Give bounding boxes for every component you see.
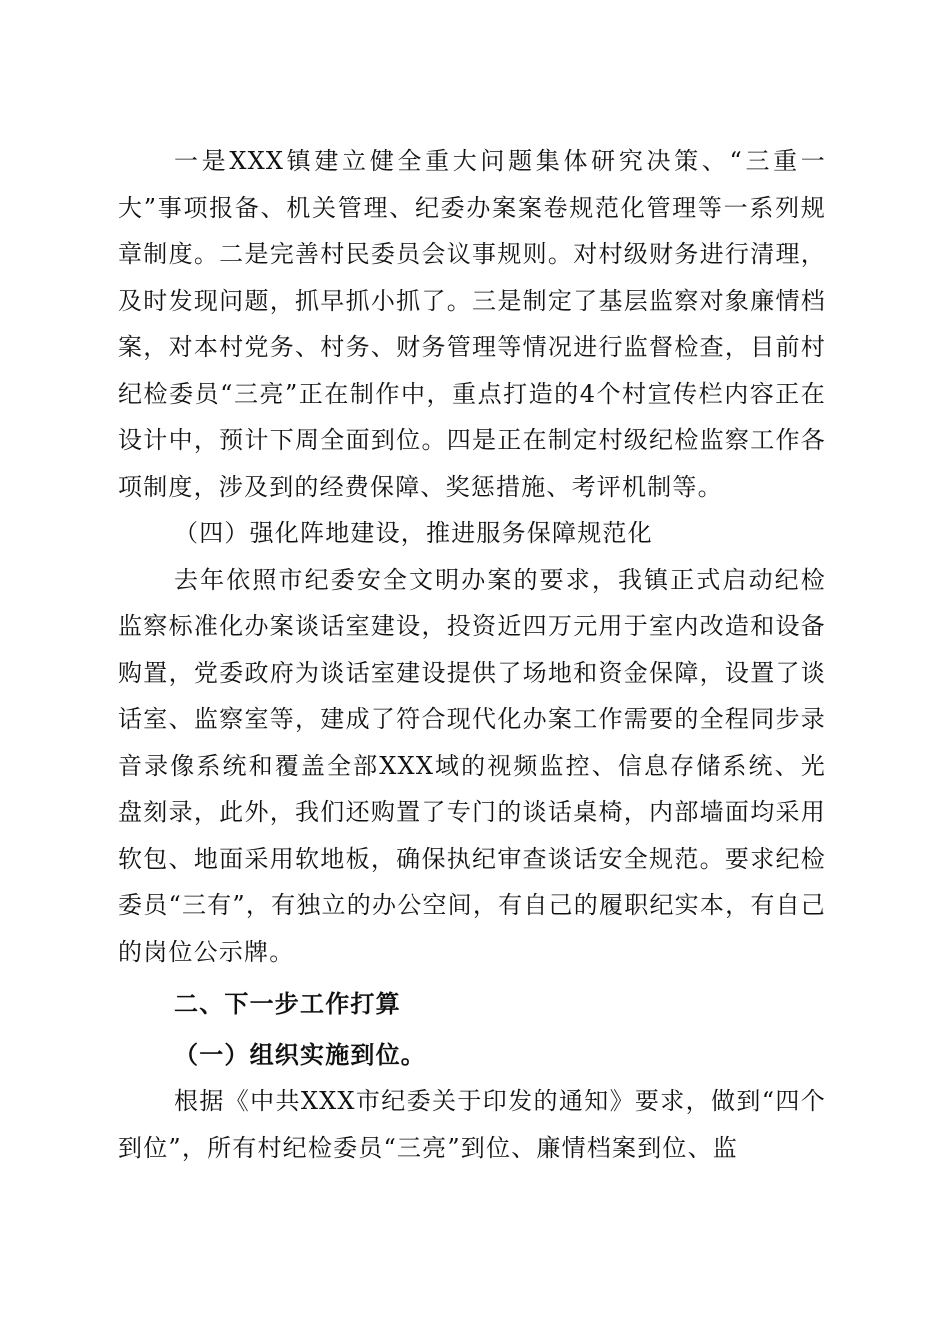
paragraph-implementation: 根据《中共XXX市纪委关于印发的通知》要求，做到“四个到位”，所有村纪检委员“三亮”到位、廉情档案到位、监 — [118, 1087, 826, 1162]
document-body — [118, 138, 826, 1171]
paragraph-interview-room: 去年依照市纪委安全文明办案的要求，我镇正式启动纪检监察标准化办案谈话室建设，投资近四万元用于室内改造和设备购置，党委政府为谈话室建设提供了场地和资金保障，设置了谈话室、监察室等，建成了符合现代化办案工作需要的全程同步录音录像系统和覆盖全部XXX域的视频监控、信息存储系统、光盘刻录，此外，我们还购置了专门的谈话桌椅，内部墙面均采用软包、地面采用软地板，确保执纪审查谈话安全规范。要求纪检委员“三有”，有独立的办公空间，有自己的履职纪实本，有自己的岗位公示牌。 — [118, 565, 826, 966]
section-heading-four: （四）强化阵地建设，推进服务保障规范化 — [174, 519, 653, 547]
chapter-heading-next-steps: 二、下一步工作打算 — [174, 990, 401, 1018]
section-heading-one: （一）组织实施到位。 — [174, 1039, 426, 1069]
paragraph-regulations: 一是XXX镇建立健全重大问题集体研究决策、“三重一大”事项报备、机关管理、纪委办案案卷规范化管理等一系列规章制度。二是完善村民委员会议事规则。对村级财务进行清理，及时发现问题，抓早抓小抓了。三是制定了基层监察对象廉情档案，对本村党务、村务、财务管理等情况进行监督检查，目前村纪检委员“三亮”正在制作中，重点打造的4个村宣传栏内容正在设计中，预计下周全面到位。四是正在制定村级纪检监察工作各项制度，涉及到的经费保障、奖惩措施、考评机制等。 — [118, 147, 826, 501]
